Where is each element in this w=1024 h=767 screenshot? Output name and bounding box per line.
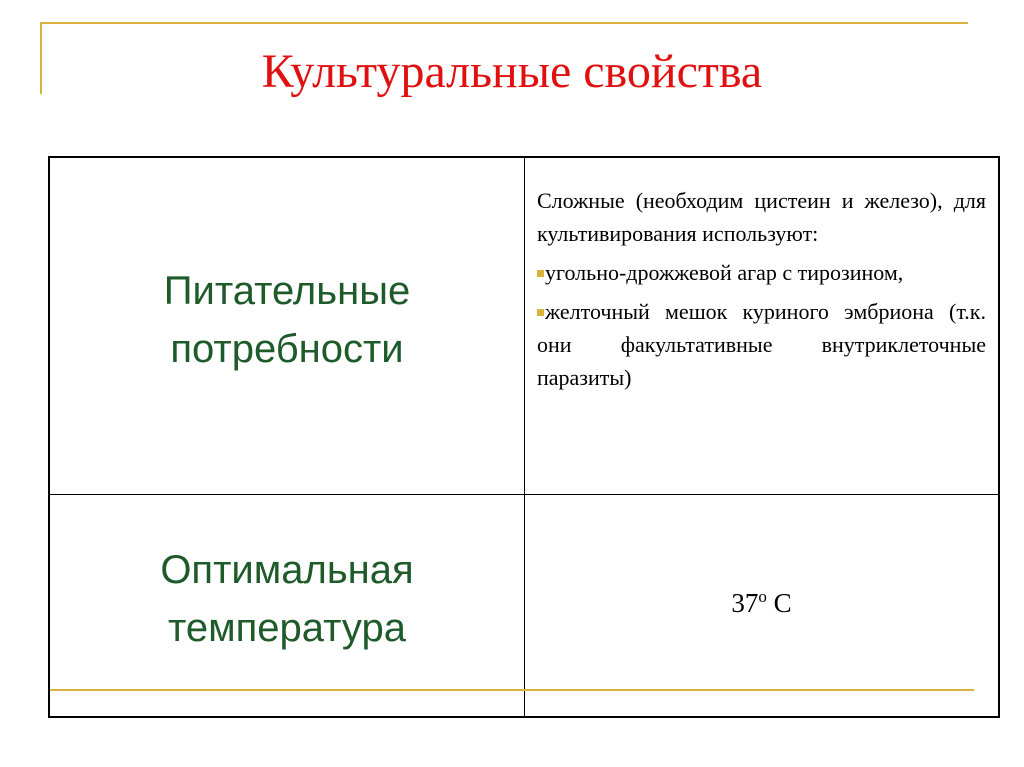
row-label-temperature [49, 494, 525, 717]
label-line: температура [168, 606, 406, 651]
row-value-nutrition [525, 157, 1000, 494]
square-bullet-icon [537, 309, 544, 316]
row-value-temperature [525, 494, 1000, 717]
decorative-top-line [40, 22, 968, 24]
table-row-nutrition [49, 157, 999, 494]
list-item-text: желточный мешок куриного эмбриона (т.к. они факультативные внутриклеточные паразиты) [537, 299, 986, 390]
nutrition-intro: Сложные (необходим цистеин и железо), для культивирования используют: [537, 188, 986, 246]
temperature-number: 37 [731, 587, 759, 618]
decorative-bottom-line [50, 689, 974, 691]
list-item [537, 295, 986, 394]
label-line: потребности [170, 326, 404, 371]
label-line: Питательные [163, 268, 411, 313]
properties-table [48, 156, 1000, 718]
slide-title: Культуральные свойства [261, 45, 763, 98]
list-item-text: угольно-дрожжевой агар с тирозином, [545, 260, 904, 285]
degree-mark: о [758, 586, 767, 606]
temperature-unit: С [773, 587, 792, 618]
label-line: Оптимальная [160, 548, 414, 593]
list-item [537, 256, 986, 289]
square-bullet-icon [537, 270, 544, 277]
table-row-temperature [49, 494, 999, 717]
row-label-nutrition [49, 157, 525, 494]
